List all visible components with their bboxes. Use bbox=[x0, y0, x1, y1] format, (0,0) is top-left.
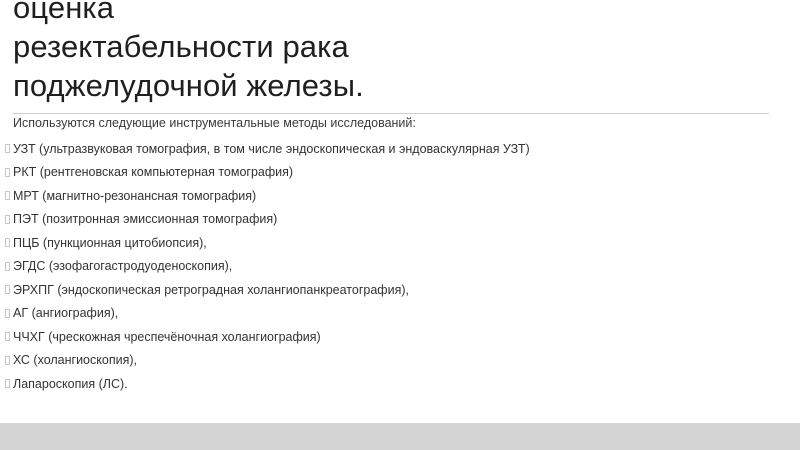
list-item-text: ЧЧХГ (чрескожная чреспечёночная холангиография) bbox=[13, 329, 321, 344]
bullet-icon bbox=[5, 238, 10, 247]
list-item bbox=[0, 184, 790, 208]
title-line: поджелудочной железы. bbox=[13, 68, 364, 103]
title-line: оценка bbox=[13, 0, 115, 25]
methods-list bbox=[0, 114, 790, 396]
bullet-icon bbox=[5, 191, 10, 200]
list-item-text: РКТ (рентгеновская компьютерная томография) bbox=[13, 165, 294, 180]
list-item bbox=[0, 349, 790, 373]
title-line: резектабельности рака bbox=[13, 29, 349, 64]
list-item-text: МРТ (магнитно-резонансная томография) bbox=[13, 188, 257, 203]
bullet-icon bbox=[5, 379, 10, 388]
list-item bbox=[0, 137, 790, 161]
bullet-icon bbox=[5, 262, 10, 271]
list-item bbox=[0, 372, 790, 396]
list-item-text: ПЦБ (пункционная цитобиопсия), bbox=[13, 235, 207, 250]
bullet-icon bbox=[5, 309, 10, 318]
list-item bbox=[0, 325, 790, 349]
list-item bbox=[0, 161, 790, 185]
list-item bbox=[0, 231, 790, 255]
bullet-icon bbox=[5, 144, 10, 153]
slide-title bbox=[13, 0, 713, 105]
footer-bar bbox=[0, 423, 800, 450]
list-item-text: УЗТ (ультразвуковая томография, в том числе эндоскопическая и эндоваскулярная УЗТ) bbox=[13, 141, 530, 156]
list-item-text: ХС (холангиоскопия), bbox=[13, 353, 137, 368]
bullet-icon bbox=[5, 215, 10, 224]
list-item bbox=[0, 278, 790, 302]
list-item bbox=[0, 302, 790, 326]
bullet-icon bbox=[5, 285, 10, 294]
list-item-text: ЭГДС (эзофагогастродуоденоскопия), bbox=[13, 259, 233, 274]
bullet-icon bbox=[5, 332, 10, 341]
bullet-icon bbox=[5, 168, 10, 177]
list-item-text: ПЭТ (позитронная эмиссионная томография) bbox=[13, 212, 278, 227]
list-item-text: АГ (ангиография), bbox=[13, 306, 119, 321]
bullet-icon bbox=[5, 356, 10, 365]
list-item-text: ЭРХПГ (эндоскопическая ретроградная холангиопанкреатография), bbox=[13, 282, 409, 297]
list-item-text: Лапароскопия (ЛС). bbox=[13, 376, 128, 391]
list-item bbox=[0, 208, 790, 232]
list-intro: Используются следующие инструментальные методы исследований: bbox=[13, 116, 416, 130]
list-item bbox=[0, 255, 790, 279]
